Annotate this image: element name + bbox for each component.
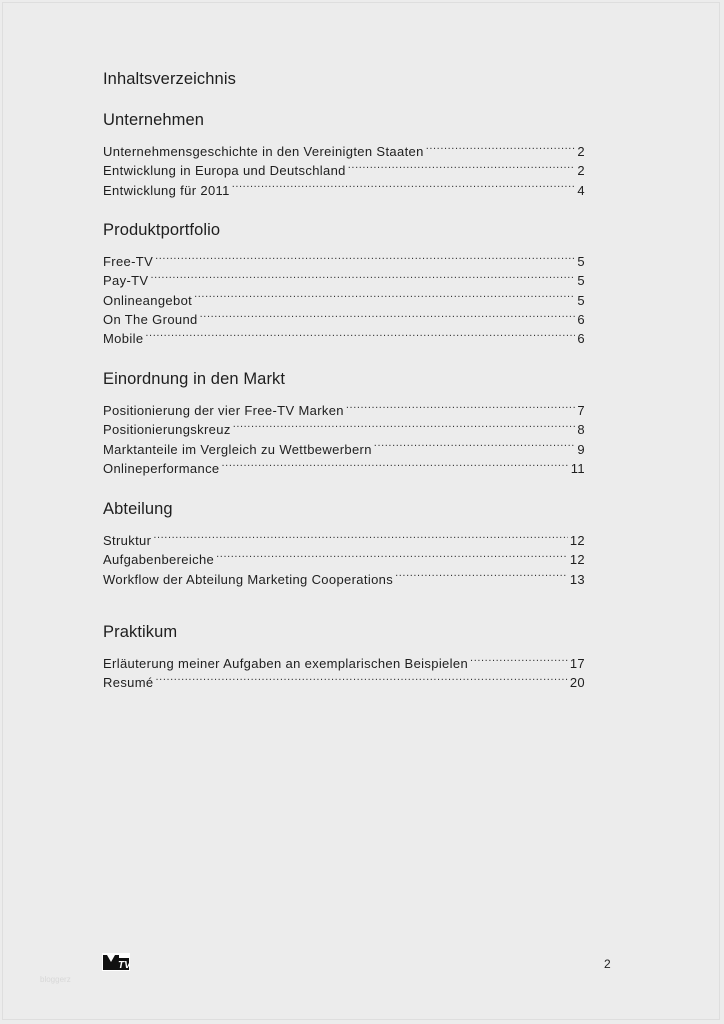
toc-section-produktportfolio — [103, 220, 585, 346]
toc-entry-page: 5 — [577, 292, 585, 308]
page-number: 2 — [604, 957, 611, 971]
toc-entry-page: 5 — [577, 273, 585, 289]
toc-entry-page: 8 — [577, 422, 585, 438]
svg-text:TV: TV — [118, 960, 130, 971]
toc-entry-page: 12 — [569, 552, 585, 568]
section-heading: Praktikum — [103, 623, 178, 641]
toc-entry[interactable] — [103, 137, 585, 160]
dot-leader — [348, 156, 576, 175]
toc-entry-page: 7 — [577, 403, 585, 419]
dot-leader — [232, 175, 576, 194]
toc-entry-page: 20 — [569, 675, 585, 691]
dot-leader — [194, 285, 575, 304]
dot-leader — [145, 324, 575, 343]
toc-entry-page: 12 — [569, 533, 585, 549]
toc-entry-page: 17 — [569, 656, 585, 672]
toc-entry-label: Aufgabenbereiche — [103, 552, 215, 568]
toc-entry-label: Entwicklung für 2011 — [103, 182, 230, 198]
dot-leader — [470, 649, 568, 668]
toc-section-unternehmen — [103, 110, 585, 198]
toc-entry-label: Free-TV — [103, 254, 154, 270]
toc-entry-label: Resumé — [103, 675, 154, 691]
toc-entry-label: Pay-TV — [103, 273, 149, 289]
toc-entry-label: Erläuterung meiner Aufgaben an exemplarischen Beispielen — [103, 656, 469, 672]
dot-leader — [426, 137, 576, 156]
toc-entry-label: Entwicklung in Europa und Deutschland — [103, 163, 346, 179]
section-heading: Abteilung — [103, 500, 173, 518]
dot-leader — [153, 526, 568, 545]
toc-entry-page: 2 — [577, 144, 585, 160]
dot-leader — [200, 305, 576, 324]
toc-entry-label: Onlineangebot — [103, 292, 193, 308]
toc-entry[interactable] — [103, 324, 585, 346]
dot-leader — [155, 247, 575, 266]
toc-entry-label: Onlineperformance — [103, 460, 220, 476]
toc-entry[interactable] — [103, 285, 585, 308]
toc-entry-label: Struktur — [103, 533, 152, 549]
watermark-text: bloggerz — [40, 975, 71, 984]
toc-section-einordnung — [103, 369, 585, 476]
dot-leader — [395, 564, 568, 583]
toc-entry-label: Positionierung der vier Free-TV Marken — [103, 403, 344, 419]
dot-leader — [222, 454, 569, 473]
toc-entry-page: 6 — [577, 330, 585, 346]
dot-leader — [346, 396, 576, 415]
toc-section-abteilung — [103, 499, 585, 587]
toc-entry-page: 9 — [577, 441, 585, 457]
dot-leader — [374, 434, 576, 453]
section-heading: Unternehmen — [103, 111, 205, 129]
section-heading: Produktportfolio — [103, 221, 221, 239]
toc-entry-label: Marktanteile im Vergleich zu Wettbewerbern — [103, 441, 372, 457]
toc-entry-page: 4 — [577, 182, 585, 198]
toc-entry[interactable] — [103, 668, 585, 691]
toc-entry[interactable] — [103, 247, 585, 270]
toc-entry-label: Mobile — [103, 330, 144, 346]
toc-entry-page: 11 — [570, 460, 585, 476]
toc-entry[interactable] — [103, 545, 585, 568]
toc-entry[interactable] — [103, 266, 585, 289]
toc-entry-page: 13 — [569, 571, 585, 587]
toc-entry-page: 5 — [577, 254, 585, 270]
toc-entry-page: 6 — [577, 311, 585, 327]
toc-entry-label: Unternehmensgeschichte in den Vereinigten Staaten — [103, 144, 424, 160]
dot-leader — [233, 415, 576, 434]
toc-entry-label: Positionierungskreuz — [103, 422, 231, 438]
toc-entry[interactable] — [103, 649, 585, 672]
dot-leader — [150, 266, 575, 285]
toc-entry-page: 2 — [577, 163, 585, 179]
toc-title: Inhaltsverzeichnis — [103, 70, 236, 88]
mtv-logo-icon — [102, 953, 130, 971]
toc-entry[interactable] — [103, 396, 585, 419]
toc-entry-label: On The Ground — [103, 311, 198, 327]
toc-section-praktikum — [103, 622, 585, 691]
toc-entry-label: Workflow der Abteilung Marketing Cooperations — [103, 571, 394, 587]
section-heading: Einordnung in den Markt — [103, 370, 286, 388]
dot-leader — [156, 668, 568, 687]
toc-entry[interactable] — [103, 526, 585, 549]
dot-leader — [216, 545, 568, 564]
